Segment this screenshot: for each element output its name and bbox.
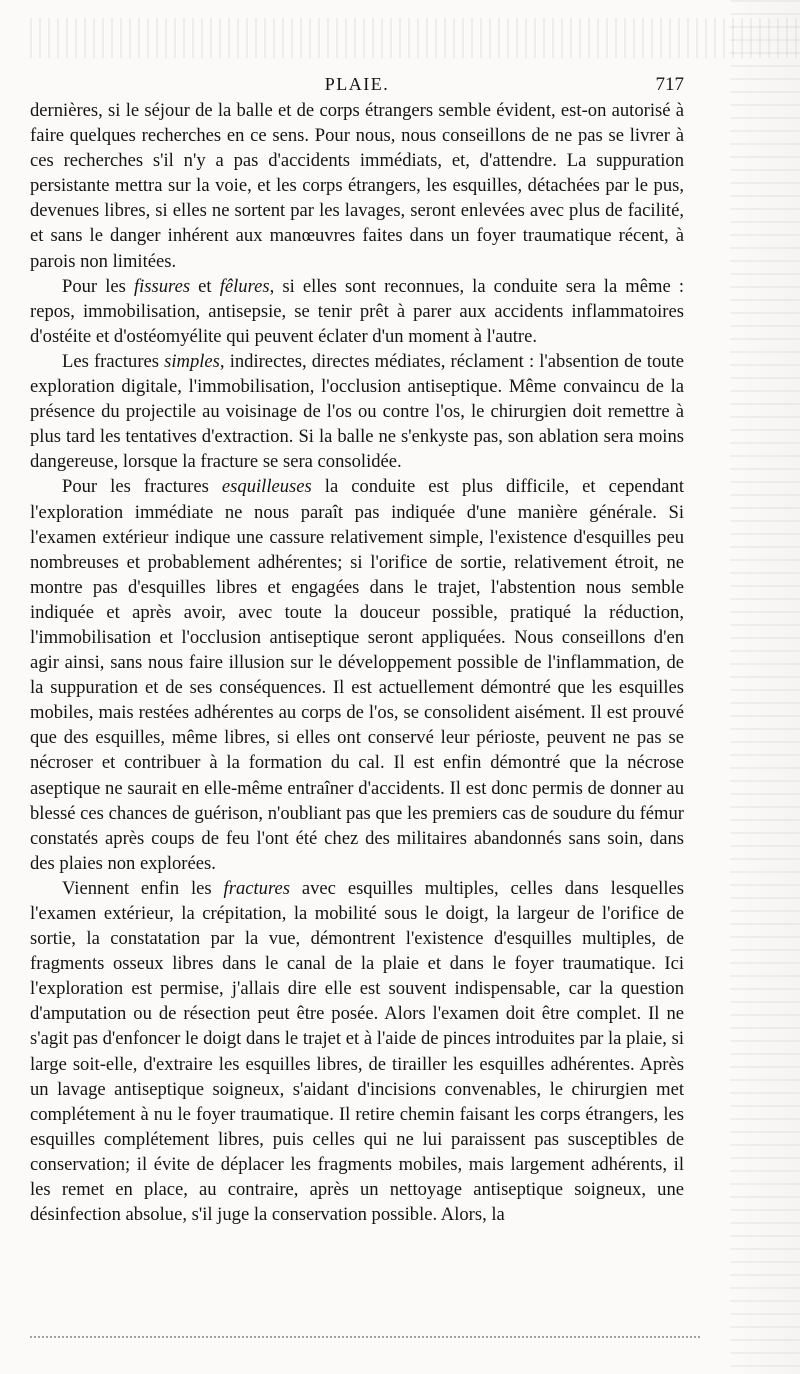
italic-term: fêlures — [219, 275, 270, 297]
running-title: PLAIE. — [324, 74, 390, 94]
scan-noise-top — [30, 18, 800, 58]
paragraph — [30, 349, 684, 474]
page-header — [30, 74, 684, 98]
bottom-dotted-rule — [30, 1336, 700, 1338]
paragraph — [30, 98, 684, 274]
italic-term: simples — [164, 350, 220, 372]
italic-term: fissures — [133, 275, 191, 297]
paragraph — [30, 474, 684, 876]
paragraph — [30, 274, 684, 349]
paragraph — [30, 876, 684, 1227]
italic-term: esquilleuses — [221, 476, 312, 498]
text-run: dernières, si le séjour de la balle et de corps étrangers semble évident, est-on autorisé à faire quelques recherches en ce sens. Pour nous, nous conseillons de ne pas se livrer à ces recherches s'il n'y a pas d'accidents immédiats, et, d'attendre. La suppuration persistante mettra sur la voie, et les corps étrangers, les esquilles, détachées par le pus, devenues libres, si elles ne sortent par les lavages, seront enlevées avec plus de facilité, et sans le danger inhérent aux manœuvres faites dans un foyer traumatique récent, à parois non limitées. — [30, 100, 684, 272]
scan-noise-right-margin — [730, 0, 800, 1374]
italic-term: fractures — [223, 877, 290, 899]
body-text — [30, 98, 684, 1227]
text-run: la conduite est plus difficile, et cependant l'exploration immédiate ne nous paraît pas indiquée d'une manière générale. Si l'examen extérieur indique une cassure relativement simple, l'existence d'esquilles peu nombreuses et probablement adhérentes; si l'orifice de sortie, relativement étroit, ne montre pas d'esquilles libres et engagées dans le trajet, l'abstention nous semble indiquée et après avoir, avec toute la douceur possible, pratiqué la réduction, l'immobilisation et l'occlusion antiseptique seront appliquées. Nous conseillons d'en agir ainsi, sans nous faire illusion sur le développement possible de l'inflammation, de la suppuration et de ses conséquences. Il est actuellement démontré que les esquilles mobiles, mais restées adhérentes au corps de l'os, se consolident aisément. Il est prouvé que des esquilles, même libres, si elles ont conservé leur périoste, peuvent ne pas se nécroser et contribuer à la formation du cal. Il est enfin démontré que la nécrose aseptique ne saurait en elle-même entraîner d'accidents. Il est donc permis de donner au blessé ces chances de guérison, n'oubliant pas que les premiers cas de soudure du fémur constatés après coups de feu l'ont été chez des militaires abandonnés sans soin, dans des plaies non explorées. — [30, 476, 684, 874]
text-run: Les fractures — [62, 350, 165, 372]
text-run: Pour les fractures — [62, 476, 222, 498]
page-number: 717 — [655, 74, 684, 95]
text-run: Pour les — [62, 275, 134, 297]
text-run: Viennent enfin les — [62, 877, 224, 899]
text-run: avec esquilles multiples, celles dans lesquelles l'examen extérieur, la crépitation, la mobilité sous le doigt, la largeur de l'orifice de sortie, la constatation par la vue, démontrent l'existence d'esquilles multiples, de fragments osseux libres dans le canal de la plaie et dans le foyer traumatique. Ici l'exploration est permise, j'allais dire elle est souvent indispensable, car la question d'amputation ou de résection peut être posée. Alors l'examen doit être complet. Il ne s'agit pas d'enfoncer le doigt dans le trajet et à l'aide de pinces introduites par la plaie, si large soit-elle, d'extraire les esquilles libres, de tirailler les esquilles adhérentes. Après un lavage antiseptique soigneux, s'aidant d'incisions convenables, le chirurgien met complétement à nu le foyer traumatique. Il retire chemin faisant les corps étrangers, les esquilles complétement libres, puis celles qui ne lui paraissent pas susceptibles de conservation; il évite de déplacer les fragments mobiles, mais largement adhérents, il les remet en place, au contraire, après un nettoyage antiseptique soigneux, une désinfection absolue, s'il juge la conservation possible. Alors, la — [30, 877, 684, 1226]
text-run: , si elles sont reconnues, la conduite sera la même : repos, immobilisation, antisepsie, se tenir prêt à parer aux accidents inflammatoires d'ostéite et d'ostéomyélite qui peuvent éclater d'un moment à l'autre. — [30, 275, 684, 347]
text-run: , indirectes, directes médiates, réclament : l'absention de toute exploration digitale, l'immobilisation, l'occlusion antiseptique. Même convaincu de la présence du projectile au voisinage de l'os ou contre l'os, le chirurgien doit remettre à plus tard les tentatives d'extraction. Si la balle ne s'enkyste pas, son ablation sera moins dangereuse, lorsque la fracture se sera consolidée. — [30, 350, 684, 473]
text-run: et — [190, 275, 220, 297]
